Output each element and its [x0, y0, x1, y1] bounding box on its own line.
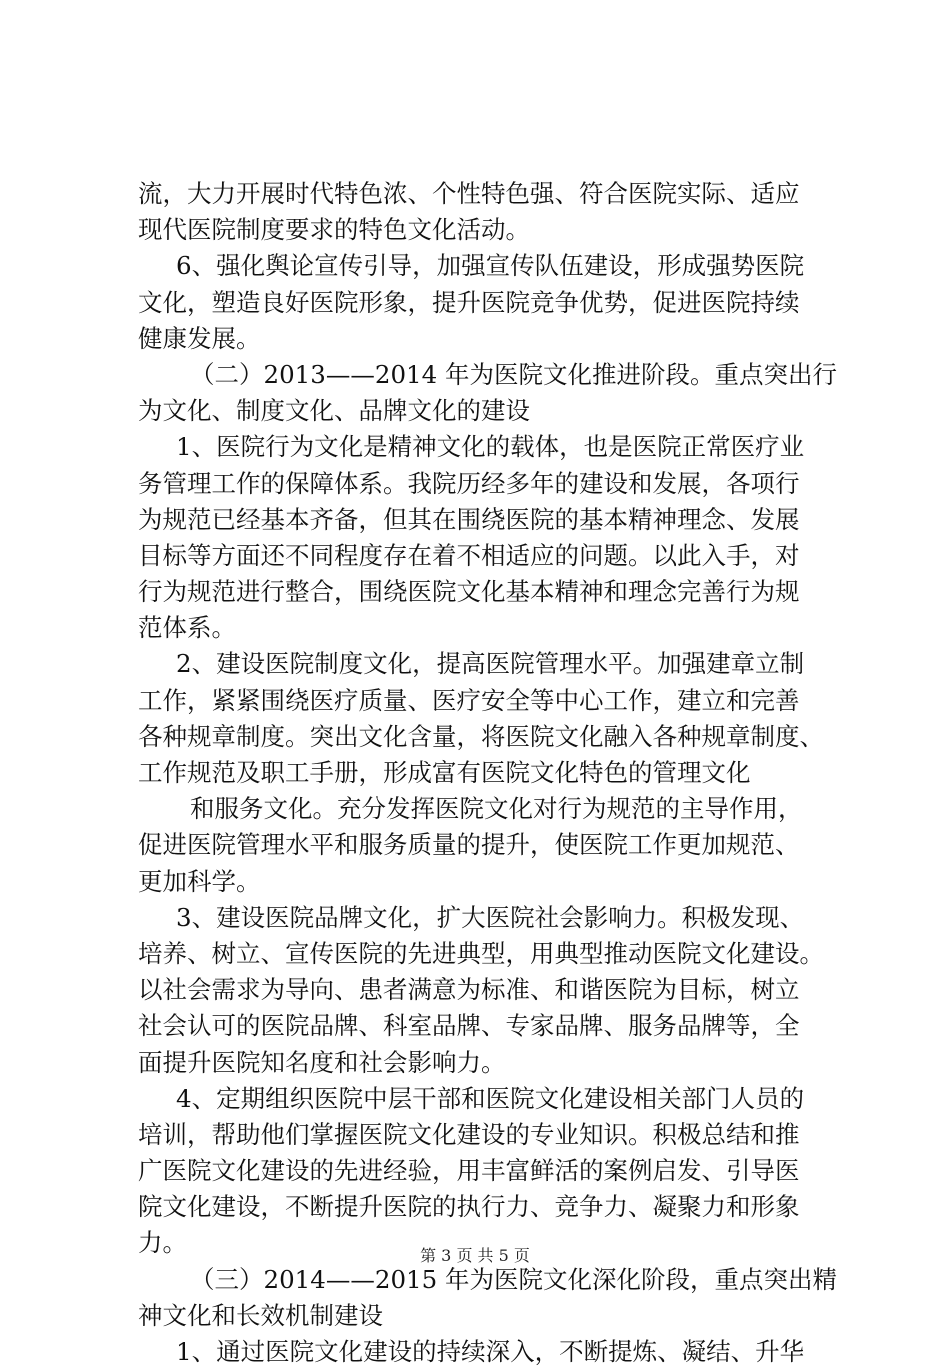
text-line: 广医院文化建设的先进经验，用丰富鲜活的案例启发、引导医	[138, 1156, 800, 1186]
text-line: （三）2014——2015 年为医院文化深化阶段，重点突出精	[190, 1264, 837, 1294]
text-line: 文化，塑造良好医院形象，提升医院竞争优势，促进医院持续	[138, 287, 800, 317]
text-line: 培训，帮助他们掌握医院文化建设的专业知识。积极总结和推	[138, 1119, 800, 1149]
text-line: 以社会需求为导向、患者满意为标准、和谐医院为目标，树立	[138, 975, 800, 1005]
text-line: 各种规章制度。突出文化含量，将医院文化融入各种规章制度、	[138, 721, 824, 751]
text-line: 4、定期组织医院中层干部和医院文化建设相关部门人员的	[176, 1083, 805, 1113]
page-footer: 第 3 页 共 5 页	[420, 1246, 530, 1265]
text-line: 为文化、制度文化、品牌文化的建设	[138, 396, 530, 426]
text-line: 神文化和长效机制建设	[138, 1300, 383, 1330]
text-line: 院文化建设，不断提升医院的执行力、竞争力、凝聚力和形象	[138, 1192, 800, 1222]
text-line: 行为规范进行整合，围绕医院文化基本精神和理念完善行为规	[138, 577, 800, 607]
text-line: 社会认可的医院品牌、科室品牌、专家品牌、服务品牌等，全	[138, 1011, 800, 1041]
text-line: 务管理工作的保障体系。我院历经多年的建设和发展，各项行	[138, 468, 800, 498]
text-line: 2、建设医院制度文化，提高医院管理水平。加强建章立制	[176, 649, 805, 679]
text-line: 工作，紧紧围绕医疗质量、医疗安全等中心工作，建立和完善	[138, 685, 800, 715]
text-line: 力。	[138, 1228, 187, 1258]
text-line: 1、医院行为文化是精神文化的载体，也是医院正常医疗业	[176, 432, 805, 462]
text-line: 1、通过医院文化建设的持续深入，不断提炼、凝结、升华	[176, 1337, 805, 1366]
text-line: 面提升医院知名度和社会影响力。	[138, 1047, 506, 1077]
text-line: 目标等方面还不同程度存在着不相适应的问题。以此入手，对	[138, 540, 800, 570]
text-line: 工作规范及职工手册，形成富有医院文化特色的管理文化	[138, 758, 751, 787]
text-line: 促进医院管理水平和服务质量的提升，使医院工作更加规范、	[138, 830, 800, 860]
text-line: （二）2013——2014 年为医院文化推进阶段。重点突出行	[190, 359, 837, 389]
text-line: 培养、树立、宣传医院的先进典型，用典型推动医院文化建设。	[138, 938, 824, 968]
text-line: 6、强化舆论宣传引导，加强宣传队伍建设，形成强势医院	[176, 251, 805, 281]
text-line: 现代医院制度要求的特色文化活动。	[138, 215, 530, 245]
text-line: 3、建设医院品牌文化，扩大医院社会影响力。积极发现、	[176, 902, 805, 932]
text-line: 更加科学。	[138, 866, 261, 896]
text-line: 为规范已经基本齐备，但其在围绕医院的基本精神理念、发展	[138, 504, 800, 534]
document-body	[138, 176, 850, 1370]
text-line: 范体系。	[138, 613, 236, 643]
text-line: 健康发展。	[138, 323, 261, 353]
text-line: 和服务文化。充分发挥医院文化对行为规范的主导作用，	[190, 794, 803, 824]
text-line: 流，大力开展时代特色浓、个性特色强、符合医院实际、适应	[138, 179, 800, 208]
